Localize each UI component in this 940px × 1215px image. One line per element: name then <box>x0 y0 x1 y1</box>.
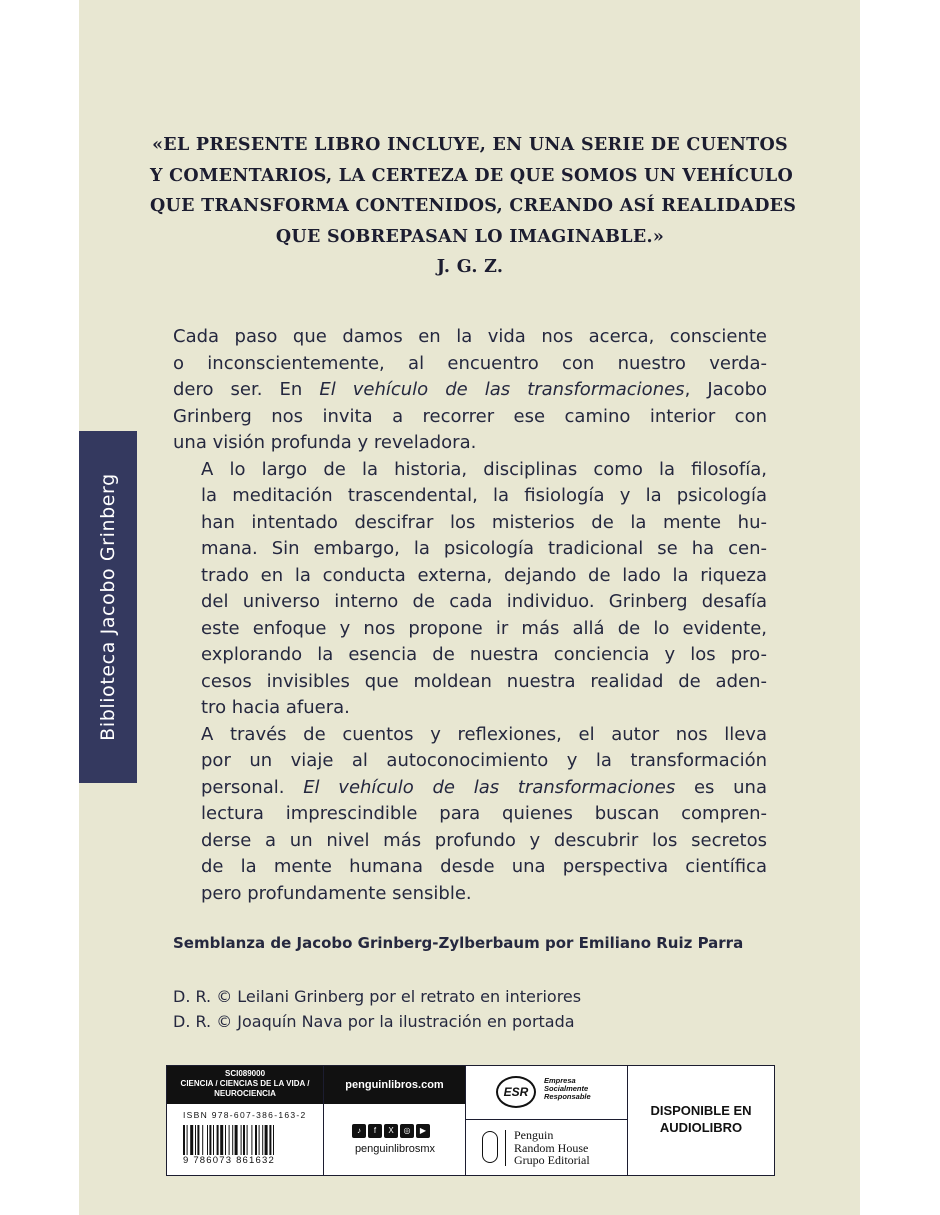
book-title: El vehículo de las transformaciones <box>319 379 685 400</box>
text-fragment: dero ser. En <box>173 379 320 400</box>
esr-line: Empresa <box>544 1076 576 1085</box>
social-handle: penguinlibrosmx <box>354 1143 436 1155</box>
text-line: mana. Sin embargo, la psicología tradicional se ha cen- <box>201 538 767 559</box>
cover-quote <box>150 130 797 283</box>
category-line: NEUROCIENCIA <box>214 1089 276 1098</box>
social-icons <box>352 1124 430 1138</box>
text-line: este enfoque y nos propone ir más allá de lo evidente, <box>201 617 767 639</box>
collection-name: Biblioteca Jacobo Grinberg <box>97 473 119 741</box>
text-line: Grinberg nos invita a recorrer ese camino interior con <box>173 405 767 427</box>
publisher-info-box <box>166 1065 775 1176</box>
quote-line: Y COMENTARIOS, LA CERTEZA DE QUE SOMOS UN VEHÍCULO <box>150 165 794 186</box>
text-line: o inconscientemente, al encuentro con nuestro verda- <box>173 352 767 374</box>
text-line <box>173 775 767 802</box>
publisher-cell <box>466 1066 628 1175</box>
synopsis-paragraph <box>173 457 767 722</box>
synopsis <box>173 324 767 907</box>
text-line: A través de cuentos y reflexiones, el autor nos lleva <box>201 723 767 745</box>
text-fragment: es una <box>675 776 767 798</box>
tiktok-icon[interactable]: ♪ <box>352 1124 366 1138</box>
website-link[interactable]: penguinlibros.com <box>324 1066 465 1104</box>
facebook-icon[interactable]: f <box>368 1124 382 1138</box>
publisher-line: Grupo Editorial <box>514 1153 590 1167</box>
esr-line: Responsable <box>544 1092 591 1101</box>
text-line: A lo largo de la historia, disciplinas como la filosofía, <box>201 458 767 480</box>
text-line: por un viaje al autoconocimiento y la transformación <box>201 750 767 771</box>
audiobook-cell <box>628 1066 774 1175</box>
text-line: una visión profunda y reveladora. <box>173 432 477 453</box>
biography-credit: Semblanza de Jacobo Grinberg-Zylberbaum por Emiliano Ruiz Parra <box>173 934 744 952</box>
category-code: SCI089000 <box>224 1069 266 1078</box>
category-cell <box>167 1066 324 1175</box>
text-line: lectura imprescindible para quienes buscan compren- <box>201 803 767 824</box>
publisher-name <box>514 1129 590 1167</box>
text-line: de la mente humana desde una perspectiva científica <box>201 856 767 877</box>
quote-line: «EL PRESENTE LIBRO INCLUYE, EN UNA SERIE DE CUENTOS <box>152 135 788 155</box>
text-line: trado en la conducta externa, dejando de lado la riqueza <box>201 564 767 586</box>
text-line: tro hacia afuera. <box>201 697 350 718</box>
rights-line: D. R. © Leilani Grinberg por el retrato en interiores <box>173 987 582 1006</box>
website-cell <box>324 1066 466 1175</box>
penguin-logo-icon <box>482 1131 498 1163</box>
esr-line: Socialmente <box>544 1084 589 1093</box>
category-header <box>167 1066 323 1104</box>
audiobook-line: AUDIOLIBRO <box>659 1120 743 1135</box>
youtube-icon[interactable]: ▶ <box>416 1124 430 1138</box>
audiobook-notice <box>628 1102 774 1136</box>
text-line: del universo interno de cada individuo. Grinberg desafía <box>201 591 767 612</box>
isbn: ISBN 978-607-386-163-2 <box>183 1110 307 1120</box>
logo-divider <box>505 1130 506 1166</box>
text-line: pero profundamente sensible. <box>201 882 472 904</box>
text-fragment: personal. <box>201 776 304 798</box>
text-fragment: , Jacobo <box>684 379 768 400</box>
instagram-icon[interactable]: ◎ <box>400 1124 414 1138</box>
audiobook-line: DISPONIBLE EN <box>650 1103 752 1118</box>
quote-line: QUE TRANSFORMA CONTENIDOS, CREANDO ASÍ REALIDADES <box>150 196 797 216</box>
category-line: CIENCIA / CIENCIAS DE LA VIDA / <box>180 1079 310 1088</box>
quote-line: QUE SOBREPASAN LO IMAGINABLE.» <box>275 226 665 247</box>
esr-logo-icon: ESR <box>496 1076 536 1108</box>
rights-notice <box>173 985 581 1034</box>
rights-line: D. R. © Joaquín Nava por la ilustración en portada <box>173 1011 575 1031</box>
publisher-line: Penguin <box>514 1128 554 1142</box>
quote-author: J. G. Z. <box>436 257 504 277</box>
text-line: han intentado descifrar los misterios de la mente hu- <box>201 511 767 533</box>
text-line: Cada paso que damos en la vida nos acerca, consciente <box>173 326 767 347</box>
x-icon[interactable]: X <box>384 1124 398 1138</box>
synopsis-paragraph <box>173 722 767 908</box>
barcode <box>183 1125 313 1165</box>
text-line: explorando la esencia de nuestra conciencia y los pro- <box>201 644 767 665</box>
esr-label <box>544 1077 591 1101</box>
esr-seal <box>466 1066 628 1120</box>
text-line: cesos invisibles que moldean nuestra realidad de aden- <box>201 670 767 692</box>
publisher-line: Random House <box>514 1140 589 1155</box>
text-line <box>173 377 767 404</box>
text-line: derse a un nivel más profundo y descubrir los secretos <box>201 829 767 851</box>
barcode-icon <box>183 1125 313 1155</box>
text-line: la meditación trascendental, la fisiología y la psicología <box>201 485 767 506</box>
barcode-digits: 9 786073 861632 <box>183 1155 275 1166</box>
book-title: El vehículo de las transformaciones <box>303 776 676 798</box>
synopsis-paragraph <box>173 324 767 457</box>
